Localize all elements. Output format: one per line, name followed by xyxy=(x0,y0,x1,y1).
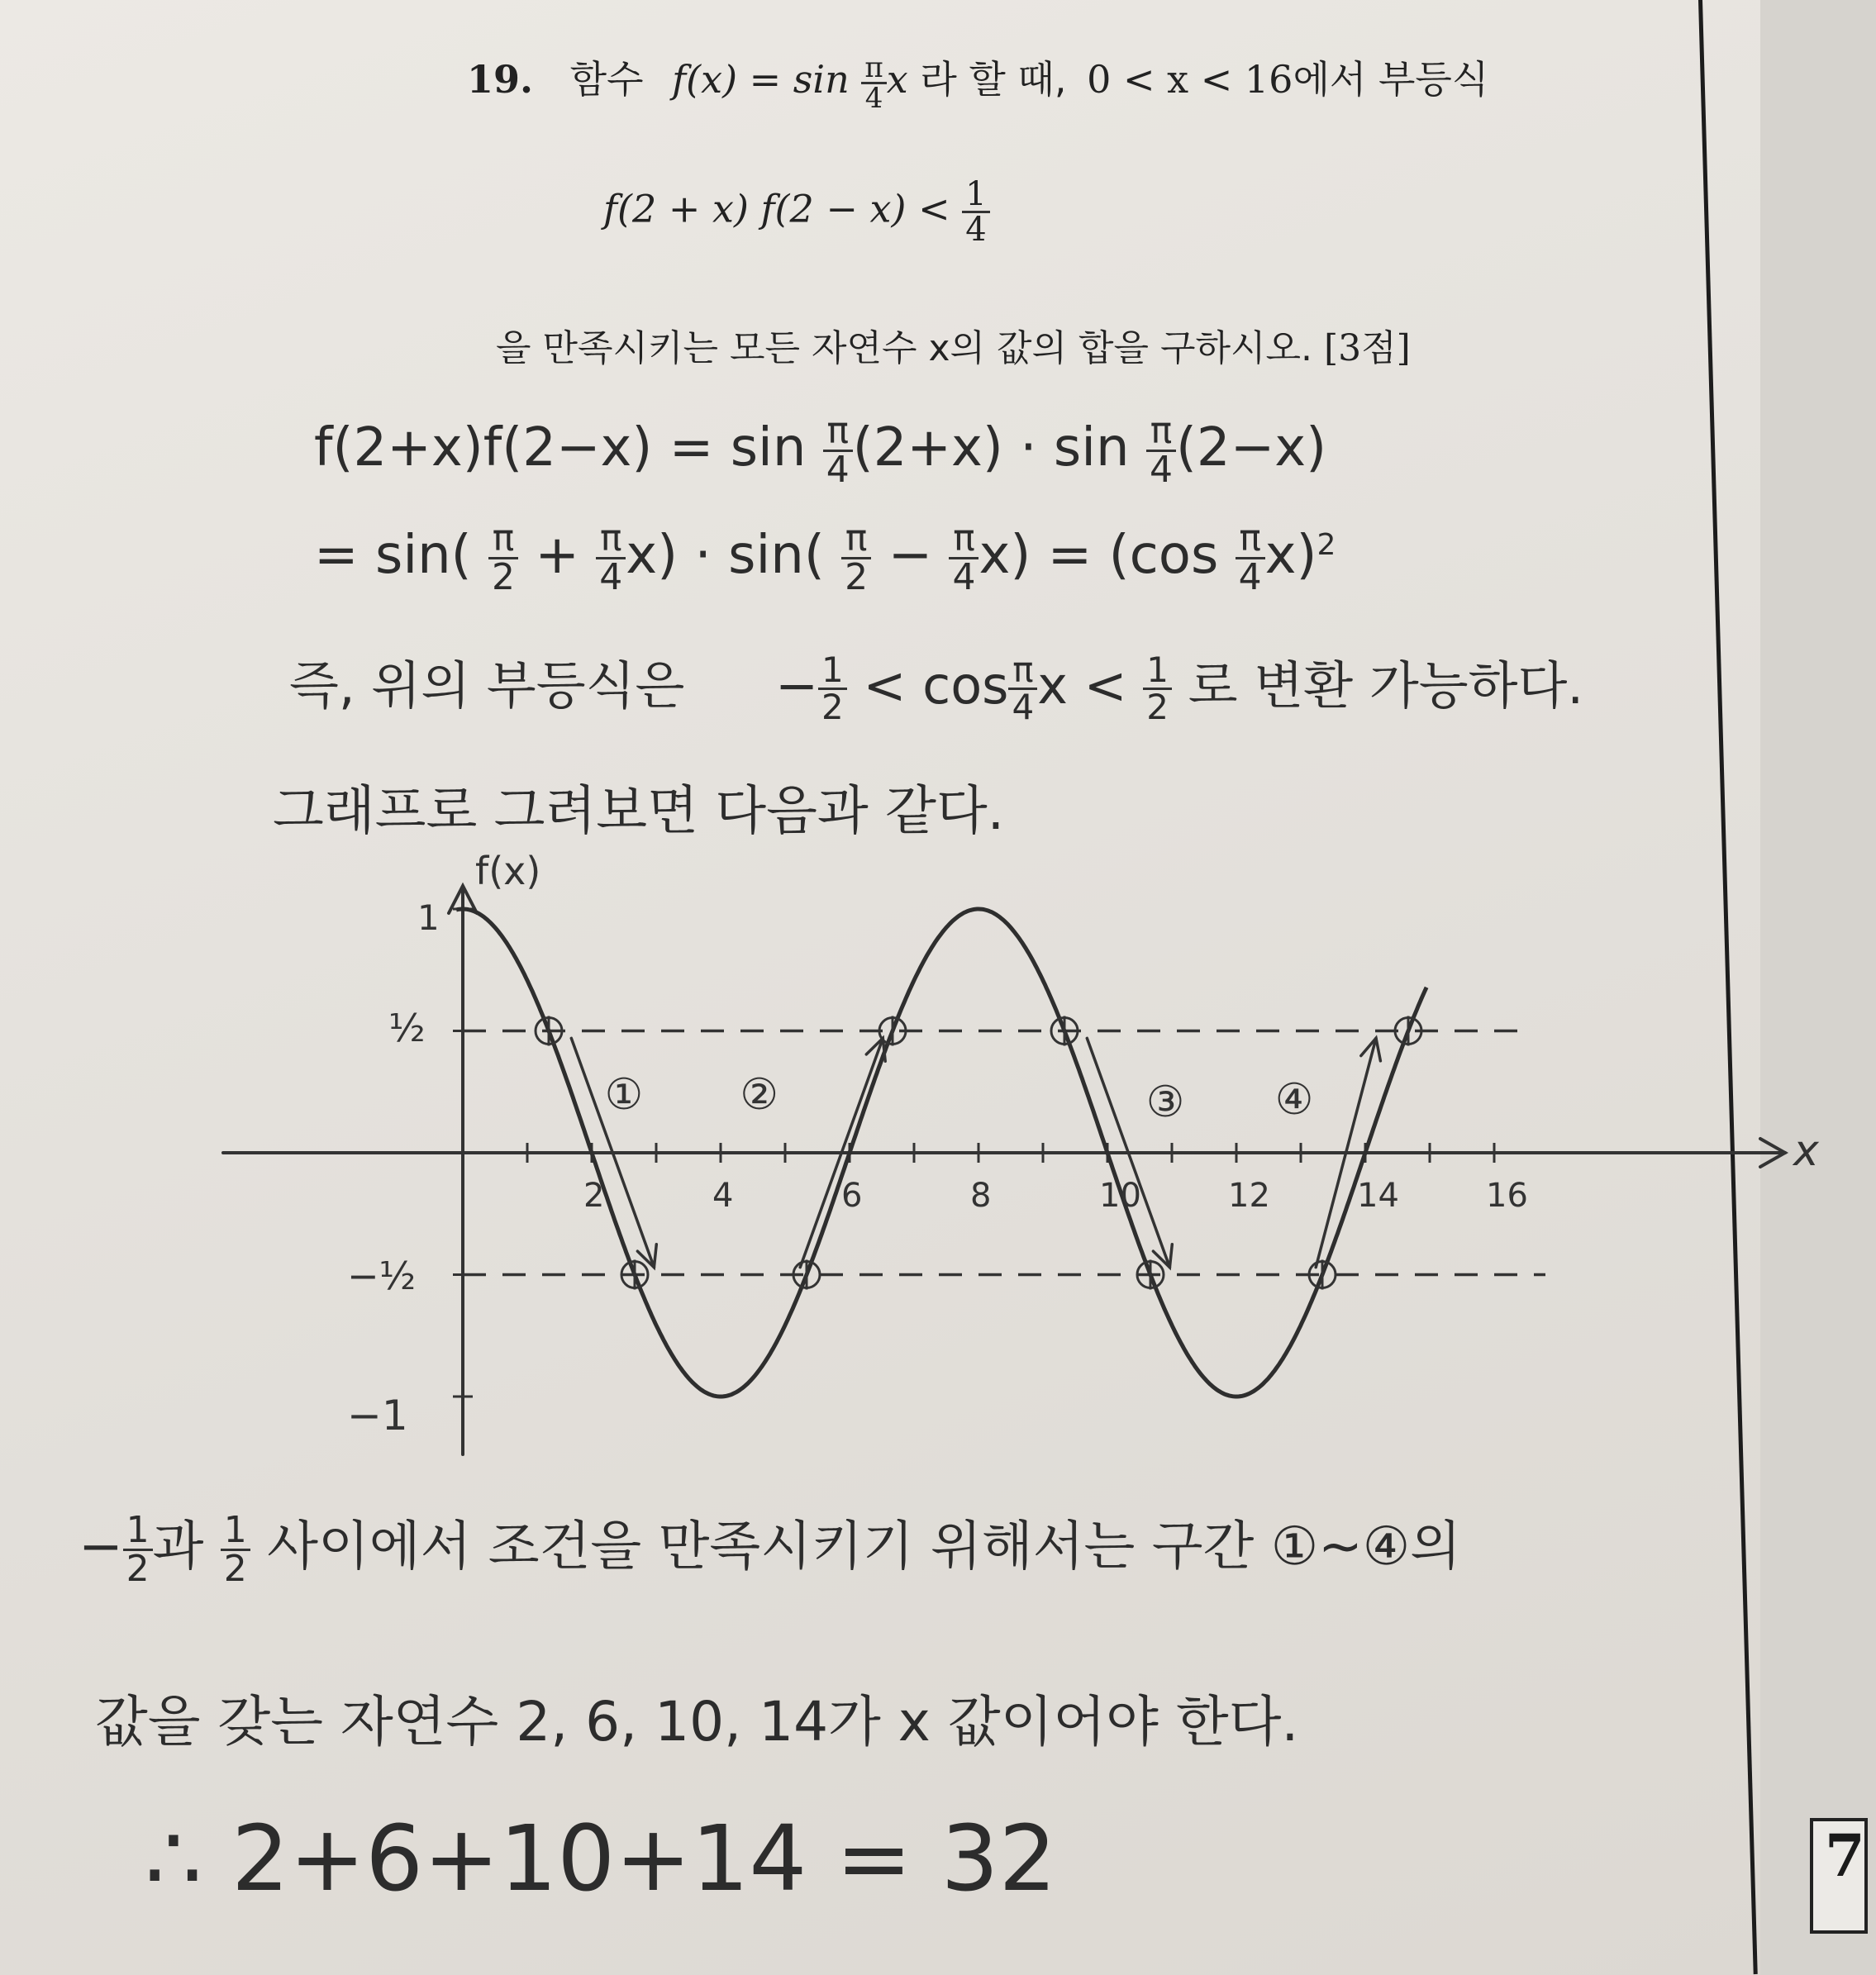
interval-label-1: ① xyxy=(604,1069,644,1120)
problem-number: 19. xyxy=(467,57,534,102)
x-tick-label: 6 xyxy=(841,1177,863,1215)
question-text: 을 만족시키는 모든 자연수 x의 값의 합을 구하시오. xyxy=(496,327,1313,369)
solution-line3: 즉, 위의 부등식은 − $\frac{1}{2}$ < cos $\frac{\pi}{4}$ x < $\frac{1}{2}$ 로 변환 가능하다. xyxy=(289,650,1584,728)
interval-label-2: ② xyxy=(740,1069,779,1120)
y-tick-label-1: 1 xyxy=(417,897,440,938)
solution-line6: 값을 갖는 자연수 2, 6, 10, 14가 x 값이어야 한다. xyxy=(95,1690,1299,1754)
solution-line5: − $\frac{1}{2}$ 과 $\frac{1}{2}$ 사이에서 조건을 만족시키기 위해서는 구간 ①~④의 xyxy=(79,1508,1461,1590)
y-tick-label-half: ½ xyxy=(388,1006,426,1050)
x-tick-label: 12 xyxy=(1228,1177,1270,1215)
points: [3점] xyxy=(1324,327,1411,369)
x-tick-label: 14 xyxy=(1357,1177,1399,1215)
one-quarter: $\frac{1}{4}$ xyxy=(962,178,989,246)
function-def: f(x) = sin xyxy=(672,57,850,102)
pi-over-four: $\frac{\pi}{4}$ xyxy=(861,54,886,112)
x-axis-label: x xyxy=(1793,1126,1819,1176)
problem-intro: 함수 xyxy=(569,57,644,102)
y-axis-label: f(x) xyxy=(475,849,541,893)
x-tick-label: 10 xyxy=(1099,1177,1141,1215)
var-x: x xyxy=(886,57,908,102)
problem-intro-b: 라 할 때, xyxy=(920,57,1067,102)
interval-label-3: ③ xyxy=(1145,1077,1185,1127)
inequality-lhs: f(2 + x) f(2 − x) < xyxy=(603,186,950,231)
domain: 0 < x < 16 xyxy=(1087,57,1293,102)
x-tick-label: 2 xyxy=(583,1177,605,1215)
problem-intro-c: 에서 부등식 xyxy=(1293,57,1489,102)
x-tick-label: 8 xyxy=(970,1177,992,1215)
interval-label-4: ④ xyxy=(1274,1074,1314,1125)
solution-line1: f(2+x)f(2−x) = sin $\frac{\pi}{4}$ (2+x) · sin $\frac{\pi}{4}$ (2−x) xyxy=(314,410,1327,491)
y-tick-label-neg-1: −1 xyxy=(347,1392,408,1440)
x-tick-label: 16 xyxy=(1486,1177,1528,1215)
solution-line2: = sin( $\frac{\pi}{2}$ + $\frac{\pi}{4}$ x) · sin( $\frac{\pi}{2}$ − $\frac{\pi}{4}$ x) = (cos $\frac{\pi}{4}$ x)$^2$ xyxy=(314,517,1336,598)
page-number: 7 xyxy=(1810,1818,1868,1934)
y-tick-label-neg-half: −½ xyxy=(347,1254,417,1298)
final-answer: ∴ 2+6+10+14 = 32 xyxy=(145,1806,1057,1911)
solution-line4: 그래프로 그려보면 다음과 같다. xyxy=(273,781,1005,842)
x-tick-label: 4 xyxy=(712,1177,734,1215)
